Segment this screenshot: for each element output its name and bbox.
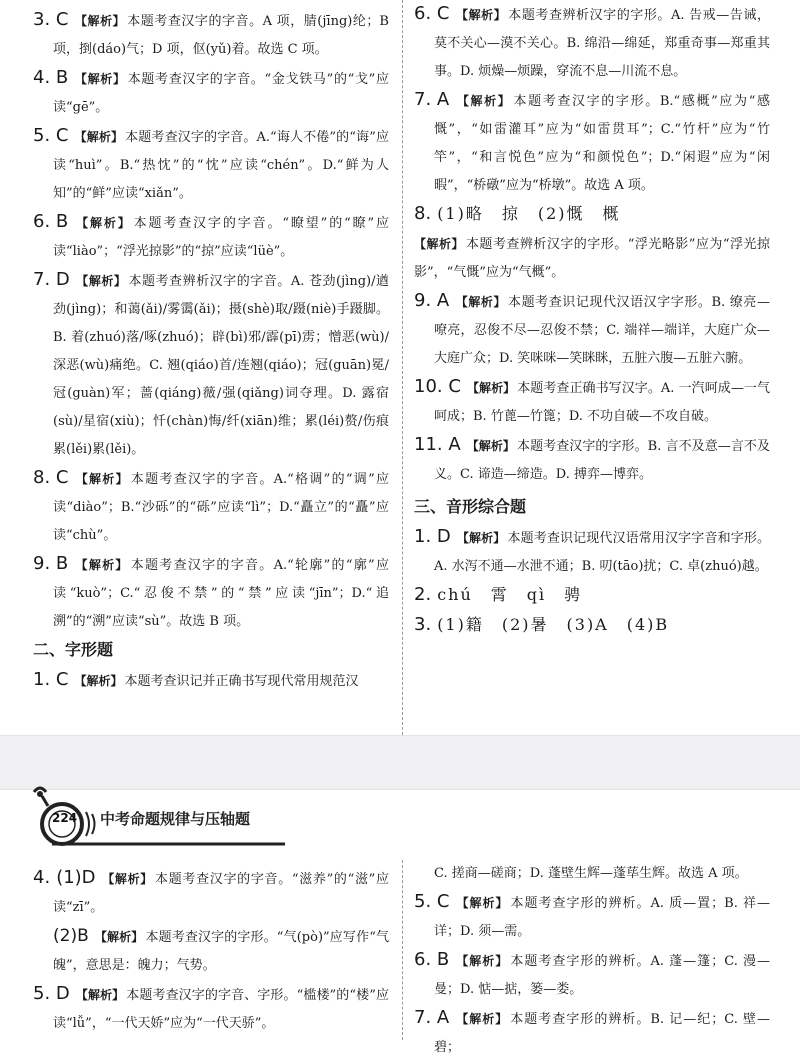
page-header-banner	[30, 782, 290, 850]
answer-item: 9. B 【解析】 本题考查汉字的字音。A.“轮廓”的“廓”应读“kuò”；C.“忍俊不禁”的“禁”应读“jīn”；D.“追溯”的“溯”应读“sù”。故选 B 项。	[33, 553, 389, 629]
answer-item: 7. D 【解析】 本题考查辨析汉字的字音。A. 苍劲(jìng)/遒劲(jìng)；和蔼(ǎi)/雾霭(ǎi)；摄(shè)取/蹑(niè)手蹑脚。B. 着(zhuó)落/啄(zhuó)；辟(bì)邪/霹(pī)雳；憎恶(wù)/深恶(wù)痛绝。C. 翘(qiáo)首/连翘(qiáo)；冠(guān)冕/冠(guàn)军；蔷(qiáng)薇/强(qiǎng)词夺理。D. 露宿(sù)/星宿(xiù)；忏(chàn)悔/纤(xiān)维；累(léi)赘/伤痕累(lěi)累(lěi)。	[33, 269, 389, 457]
answer-item: 1. D 【解析】 本题考查识记现代汉语常用汉字字音和字形。A. 水泻不通—水泄不通；B. 叨(tāo)扰；C. 卓(zhuó)越。	[414, 526, 770, 574]
answer-item: 5. C 【解析】 本题考查字形的辨析。A. 质—置；B. 祥—详；D. 须—需。	[414, 891, 770, 939]
answer-item: 6. B 【解析】 本题考查字形的辨析。A. 蓬—篷；C. 漫—曼；D. 惦—掂，篓—娄。	[414, 949, 770, 997]
answer-item-8-explain: 【解析】 本题考查辨析汉字的字形。“浮光略影”应为“浮光掠影”，“气慨”应为“气概”。	[414, 237, 770, 280]
answer-item-8: 8. (1)略 掠 (2)慨 概	[414, 203, 621, 224]
column-divider	[402, 860, 404, 1040]
page-number: 224	[52, 811, 78, 825]
answer-item: 2. chú 霄 qì 骋	[414, 584, 583, 605]
answer-item: 1. C 【解析】 本题考查识记并正确书写现代常用规范汉	[33, 669, 359, 690]
answer-item: 11. A 【解析】 本题考查汉字的字形。B. 言不及意—言不及义。C. 谛造—缔造。D. 搏弈—博弈。	[414, 434, 770, 482]
answer-item: 3. (1)籍 (2)暑 (3)A (4)B	[414, 614, 670, 635]
page-title: 中考命题规律与压轴题	[100, 810, 251, 828]
bottom-page	[0, 790, 800, 1055]
answer-item-4: 4. (1)D 【解析】 本题考查汉字的字音。“滋养”的“滋”应读“zī”。	[33, 867, 389, 915]
answer-item: 7. A 【解析】 本题考查字形的辨析。B. 记—纪；C. 壁—碧；	[414, 1007, 770, 1055]
continued-text: C. 搓商—磋商；D. 蓬壁生辉—蓬荜生辉。故选 A 项。	[434, 866, 748, 881]
answer-item: 5. C 【解析】 本题考查汉字的字音。A.“诲人不倦”的“诲”应读“huì”。B.“热忱”的“忱”应读“chén”。D.“鲜为人知”的“鲜”应读“xiǎn”。	[33, 125, 389, 201]
answer-item: 7. A 【解析】 本题考查汉字的字形。B.“感概”应为“感慨”，“如雷灌耳”应为“如雷贯耳”；C.“竹杆”应为“竹竿”，“和言悦色”应为“和颜悦色”；D.“闲遐”应为“闲暇”，“桥礅”应为“桥墩”。故选 A 项。	[414, 89, 770, 193]
answer-item: 6. C 【解析】 本题考查辨析汉字的字形。A. 告戒—告诫，莫不关心—漠不关心。B. 绵沿—绵延，郑重奇事—郑重其事。D. 烦燥—烦躁，穿流不息—川流不息。	[414, 3, 770, 79]
answer-item: 9. A 【解析】 本题考查识记现代汉语汉字字形。B. 缭亮—嘹亮，忍俊不尽—忍俊不禁；C. 端祥—端详，大庭广众—大庭广众；D. 笑咪咪—笑眯眯，五脏六腹—五脏六腑。	[414, 290, 770, 366]
answer-item-4-2: (2)B 【解析】 本题考查汉字的字形。“气(pò)”应写作“气魄”，意思是：魄力；气势。	[53, 926, 389, 973]
answer-item: 6. B 【解析】 本题考查汉字的字音。“瞭望”的“瞭”应读“liào”；“浮光掠影”的“掠”应读“lüè”。	[33, 211, 389, 259]
left-column	[33, 864, 389, 1038]
right-column	[414, 0, 770, 641]
answer-item: 8. C 【解析】 本题考查汉字的字音。A.“格调”的“调”应读“diào”；B.“沙砾”的“砾”应读“lì”；D.“矗立”的“矗”应读“chù”。	[33, 467, 389, 543]
section-heading-mixed: 三、音形综合题	[414, 497, 527, 516]
left-column	[33, 6, 389, 696]
answer-item: 4. B 【解析】 本题考查汉字的字音。“金戈铁马”的“戈”应读“gē”。	[33, 67, 389, 115]
answer-item-5: 5. D 【解析】 本题考查汉字的字音、字形。“槛楼”的“楼”应读“lǚ”，“一代天娇”应为“一代天骄”。	[33, 983, 389, 1031]
answer-item: 10. C 【解析】 本题考查正确书写汉字。A. 一汽呵成—一气呵成；B. 竹蓖—竹篦；D. 不功自破—不攻自破。	[414, 376, 770, 424]
section-heading-glyph: 二、字形题	[33, 640, 114, 659]
answer-item: 3. C 【解析】 本题考查汉字的字音。A 项，腈(jīng)纶；B 项，捯(dáo)气；D 项，伛(yǔ)着。故选 C 项。	[33, 9, 389, 57]
right-column	[414, 860, 770, 1062]
column-divider	[402, 0, 404, 735]
